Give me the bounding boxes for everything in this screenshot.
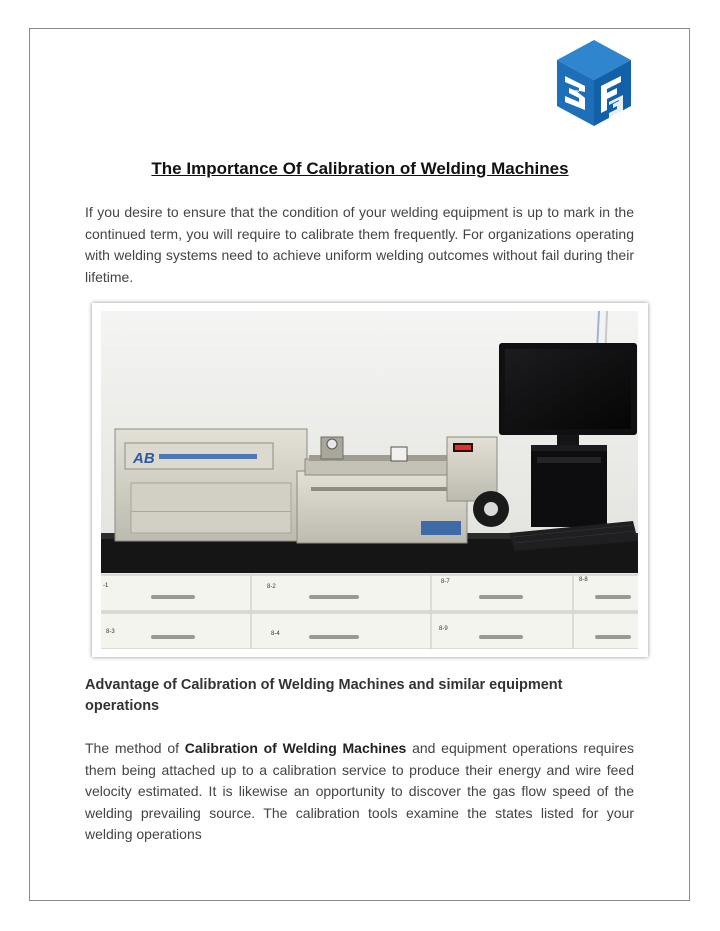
- body-lead: The method of: [85, 740, 179, 756]
- intro-paragraph: If you desire to ensure that the condition of your welding equipment is up to mark in the continued term, you will require to calibrate them frequently. For organizations operating with welding systems need to achieve uniform welding outcomes without fail during their lifetime.: [85, 204, 634, 285]
- drawer-label-9: 8-9: [439, 626, 448, 632]
- company-logo: [557, 40, 631, 126]
- machine-brand: AB: [133, 450, 155, 467]
- page-title: The Importance Of Calibration of Welding Machines: [151, 159, 569, 178]
- body-rest: and equipment operations requires them being attached up to a calibration service to produce their energy and wire feed velocity estimated. It is likewise an opportunity to discover the gas flow speed of the welding prevailing source. The calibration tools examine the states listed for your welding operations: [85, 740, 635, 842]
- drawer-label-7: 8-7: [441, 579, 450, 585]
- body-paragraph: [85, 738, 634, 846]
- welding-calibration-photo: [101, 311, 638, 649]
- drawer-label-3: 8-3: [106, 629, 115, 635]
- photo-frame: [92, 303, 648, 657]
- drawer-label-1: -1: [103, 583, 109, 589]
- drawer-label-4: 8-4: [271, 631, 280, 637]
- body-bold-term: Calibration of Welding Machines: [184, 740, 407, 756]
- drawer-label-8: 8-8: [579, 577, 588, 583]
- drawer-label-2: 8-2: [267, 584, 276, 590]
- section-heading: Advantage of Calibration of Welding Machines and similar equipment operations: [85, 677, 563, 714]
